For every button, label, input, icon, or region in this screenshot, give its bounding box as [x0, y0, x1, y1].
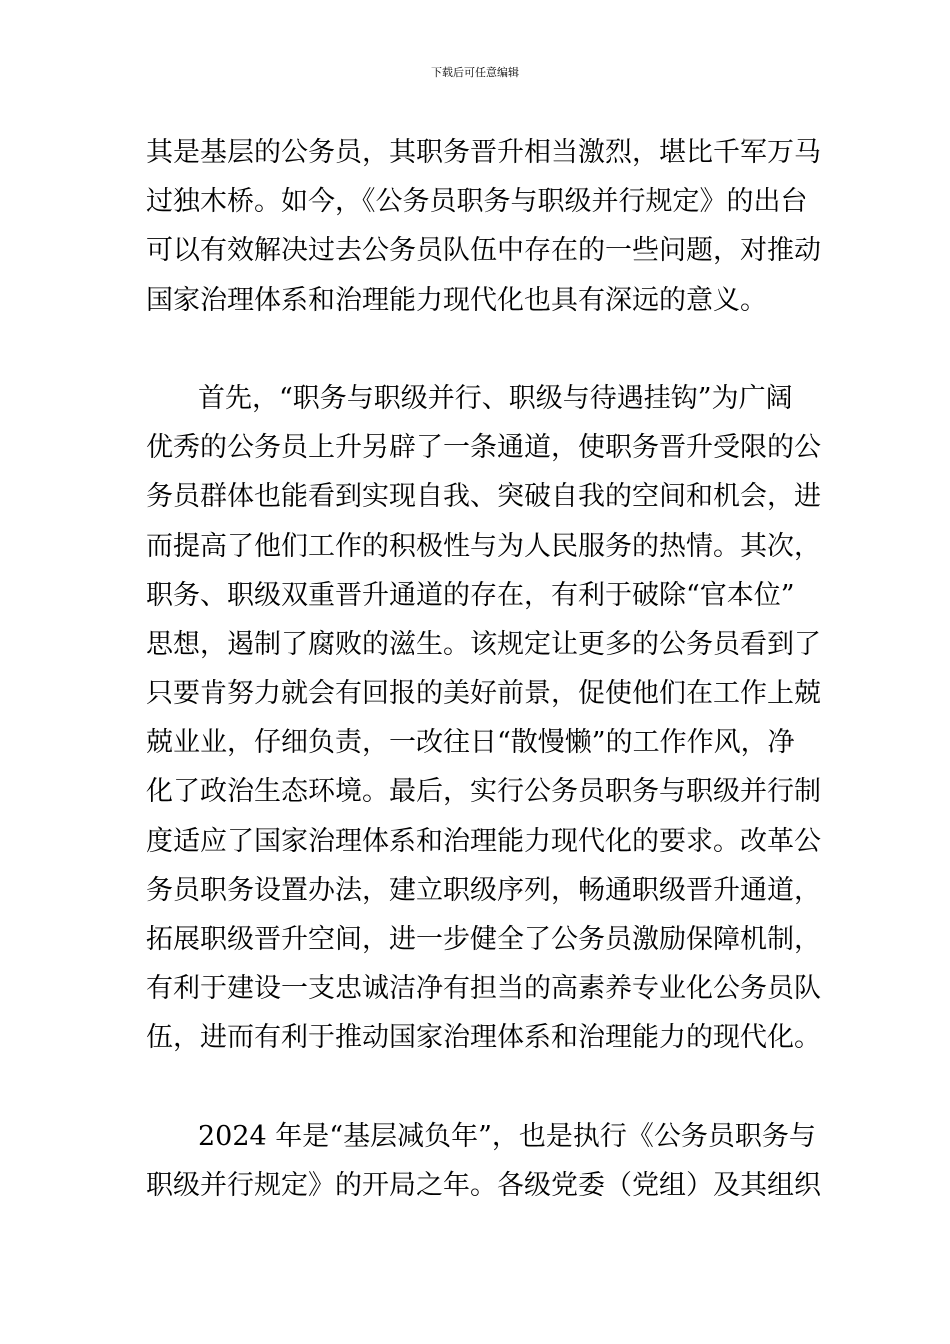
paragraph-2 — [146, 374, 821, 1063]
text-line: 只要肯努力就会有回报的美好前景，促使他们在工作上兢 — [146, 678, 821, 710]
text-line: 首先，“职务与职级并行、职级与待遇挂钩”为广阔 — [198, 382, 793, 414]
text-line: 2024 年是“基层减负年”，也是执行《公务员职务与 — [198, 1120, 816, 1152]
text-line: 职级并行规定》的开局之年。各级党委（党组）及其组织 — [146, 1169, 821, 1201]
text-line: 拓展职级晋升空间，进一步健全了公务员激励保障机制， — [146, 924, 821, 955]
text-line: 有利于建设一支忠诚洁净有担当的高素养专业化公务员队 — [146, 973, 821, 1005]
document-body — [146, 128, 821, 1210]
page-header: 下载后可任意编辑 — [431, 66, 519, 79]
text-line: 兢业业，仔细负责，一改往日“散慢懒”的工作作风，净 — [146, 727, 795, 759]
text-line: 职务、职级双重晋升通道的存在，有利于破除“官本位” — [146, 579, 795, 611]
text-line: 过独木桥。如今，《公务员职务与职级并行规定》的出台 — [146, 186, 808, 218]
text-line: 化了政治生态环境。最后，实行公务员职务与职级并行制 — [146, 776, 821, 808]
paragraph-1 — [146, 128, 821, 325]
text-line: 务员职务设置办法，建立职级序列，畅通职级晋升通道， — [146, 874, 821, 906]
text-line: 务员群体也能看到实现自我、突破自我的空间和机会，进 — [146, 481, 821, 513]
paragraph-gap — [146, 1063, 806, 1112]
text-line: 伍，进而有利于推动国家治理体系和治理能力的现代化。 — [146, 1022, 821, 1054]
paragraph-gap — [146, 325, 806, 374]
text-line: 度适应了国家治理体系和治理能力现代化的要求。改革公 — [146, 825, 821, 857]
text-line: 国家治理体系和治理能力现代化也具有深远的意义。 — [146, 284, 767, 316]
text-line: 其是基层的公务员，其职务晋升相当激烈，堪比千军万马 — [146, 137, 821, 168]
paragraph-3 — [146, 1112, 821, 1210]
text-line: 而提高了他们工作的积极性与为人民服务的热情。其次， — [146, 530, 821, 562]
text-line: 思想，遏制了腐败的滋生。该规定让更多的公务员看到了 — [146, 628, 821, 660]
text-line: 优秀的公务员上升另辟了一条通道，使职务晋升受限的公 — [146, 432, 821, 464]
text-line: 可以有效解决过去公务员队伍中存在的一些问题，对推动 — [146, 235, 821, 267]
